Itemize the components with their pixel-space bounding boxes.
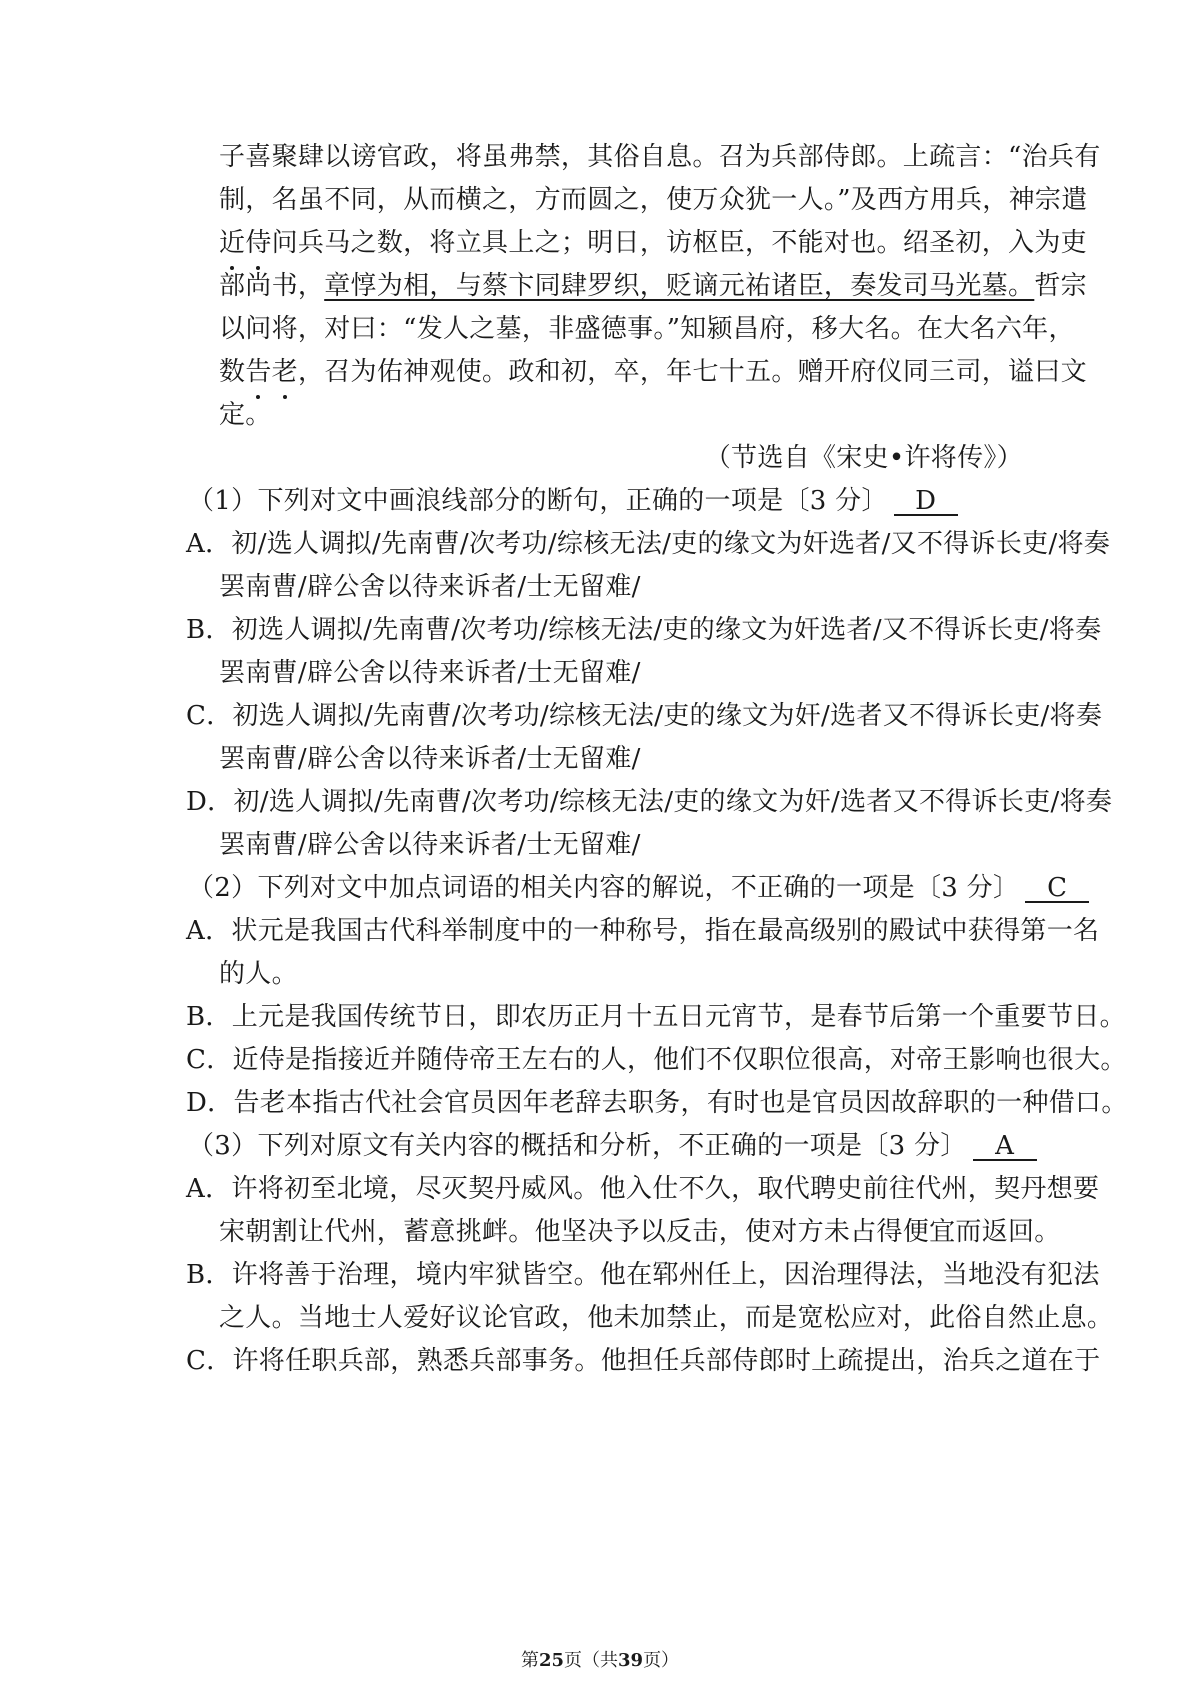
q1-option-a — [186, 529, 1110, 559]
question-1-stem — [188, 486, 958, 516]
option-letter: B． — [186, 615, 232, 645]
emphasis-dot-char: 告 — [245, 357, 272, 387]
question-text: （1）下列对文中画浪线部分的断句，正确的一项是〔3 分〕 — [188, 486, 888, 516]
option-text: 告老本指古代社会官员因年老辞去职务，有时也是官员因故辞职的一种借口。 — [233, 1088, 1128, 1118]
option-text: 初选人调拟/先南曹/次考功/综核无法/吏的缘文为奸/选者又不得诉长吏/将奏 — [232, 701, 1103, 731]
q2-option-b — [186, 1002, 1126, 1032]
q1-option-a-cont: 罢南曹/辟公舍以待来诉者/士无留难/ — [219, 572, 641, 602]
footer-text: 页） — [643, 1650, 680, 1671]
total-pages: 39 — [618, 1650, 644, 1671]
question-text: （2）下列对文中加点词语的相关内容的解说，不正确的一项是〔3 分〕 — [188, 873, 1020, 903]
option-text: 初/选人调拟/先南曹/次考功/综核无法/吏的缘文为奸/选者又不得诉长吏/将奏 — [233, 787, 1113, 817]
option-letter: D． — [186, 1088, 234, 1118]
option-letter: A． — [186, 916, 232, 946]
q3-option-c — [186, 1346, 1100, 1376]
passage-line — [219, 271, 1087, 301]
answer-blank: C — [1025, 875, 1089, 903]
option-letter: A． — [186, 529, 232, 559]
q3-option-a — [186, 1174, 1099, 1204]
dotted-term-gaolao — [245, 357, 298, 387]
q3-option-b — [186, 1260, 1100, 1290]
option-letter: A． — [186, 1174, 232, 1204]
q1-option-c-cont: 罢南曹/辟公舍以待来诉者/士无留难/ — [219, 744, 641, 774]
passage-line: 以问将，对曰：“发人之墓，非盛德事。”知颍昌府，移大名。在大名六年， — [219, 314, 1075, 344]
source-citation: （节选自《宋史•许将传》） — [704, 443, 1023, 473]
option-text: 初/选人调拟/先南曹/次考功/综核无法/吏的缘文为奸选者/又不得诉长吏/将奏 — [231, 529, 1111, 559]
footer-text: 页（共 — [564, 1650, 618, 1671]
q3-option-a-cont: 宋朝割让代州，蓄意挑衅。他坚决予以反击，使对方未占得便宜而返回。 — [219, 1217, 1061, 1247]
answer-blank: D — [894, 488, 958, 516]
q1-option-c — [186, 701, 1102, 731]
option-text: 上元是我国传统节日，即农历正月十五日元宵节，是春节后第一个重要节日。 — [231, 1002, 1126, 1032]
q2-option-a — [186, 916, 1099, 946]
passage-text: 问兵马之数，将立具上之；明日，访枢臣，不能对也。绍圣初，入为吏 — [271, 228, 1087, 258]
q2-option-c — [186, 1045, 1127, 1075]
emphasis-dot-char: 侍 — [245, 228, 272, 258]
option-text: 许将任职兵部，熟悉兵部事务。他担任兵部侍郎时上疏提出，治兵之道在于 — [232, 1346, 1101, 1376]
question-text: （3）下列对原文有关内容的概括和分析，不正确的一项是〔3 分〕 — [188, 1131, 967, 1161]
q1-option-d — [186, 787, 1112, 817]
option-text: 许将初至北境，尽灭契丹威风。他入仕不久，取代聘史前往代州，契丹想要 — [231, 1174, 1100, 1204]
passage-line: 定。 — [219, 400, 272, 430]
q1-option-d-cont: 罢南曹/辟公舍以待来诉者/士无留难/ — [219, 830, 641, 860]
emphasis-dot-char: 老 — [271, 357, 298, 387]
page-number: 25 — [538, 1650, 564, 1671]
option-letter: C． — [186, 701, 233, 731]
passage-text: 数 — [219, 357, 246, 387]
question-2-stem — [188, 873, 1089, 903]
question-3-stem — [188, 1131, 1037, 1161]
passage-line: 子喜聚肆以谤官政，将虽弗禁，其俗自息。召为兵部侍郎。上疏言：“治兵有 — [219, 142, 1101, 172]
footer-text: 第 — [520, 1650, 539, 1671]
option-letter: C． — [186, 1045, 233, 1075]
page-footer — [0, 1650, 1200, 1672]
q1-option-b — [186, 615, 1101, 645]
passage-text: 哲宗 — [1034, 271, 1087, 301]
passage-text: ，召为佑神观使。政和初，卒，年七十五。赠开府仪同三司，谥曰文 — [297, 357, 1087, 387]
emphasis-dot-char: 近 — [219, 228, 246, 258]
option-letter: B． — [186, 1260, 232, 1290]
option-text: 初选人调拟/先南曹/次考功/综核无法/吏的缘文为奸选者/又不得诉长吏/将奏 — [231, 615, 1102, 645]
option-letter: C． — [186, 1346, 233, 1376]
wavy-underlined-sentence: 章惇为相，与蔡卞同肆罗织，贬谪元祐诸臣，奏发司马光墓。 — [324, 271, 1035, 301]
passage-line: 制，名虽不同，从而横之，方而圆之，使万众犹一人。”及西方用兵，神宗遣 — [219, 185, 1088, 215]
passage-line — [219, 228, 1087, 258]
q3-option-b-cont: 之人。当地士人爱好议论官政，他未加禁止，而是宽松应对，此俗自然止息。 — [219, 1303, 1114, 1333]
dotted-term-jinshi — [219, 228, 272, 258]
passage-text: 部尚书， — [219, 271, 325, 301]
option-text: 状元是我国古代科举制度中的一种称号，指在最高级别的殿试中获得第一名 — [231, 916, 1100, 946]
option-text: 许将善于治理，境内牢狱皆空。他在郓州任上，因治理得法，当地没有犯法 — [231, 1260, 1100, 1290]
q2-option-d — [186, 1088, 1128, 1118]
answer-blank: A — [973, 1133, 1037, 1161]
q1-option-b-cont: 罢南曹/辟公舍以待来诉者/士无留难/ — [219, 658, 641, 688]
q2-option-a-cont: 的人。 — [219, 959, 298, 989]
option-letter: B． — [186, 1002, 232, 1032]
option-letter: D． — [186, 787, 234, 817]
option-text: 近侍是指接近并随侍帝王左右的人，他们不仅职位很高，对帝王影响也很大。 — [232, 1045, 1127, 1075]
passage-line — [219, 357, 1087, 387]
